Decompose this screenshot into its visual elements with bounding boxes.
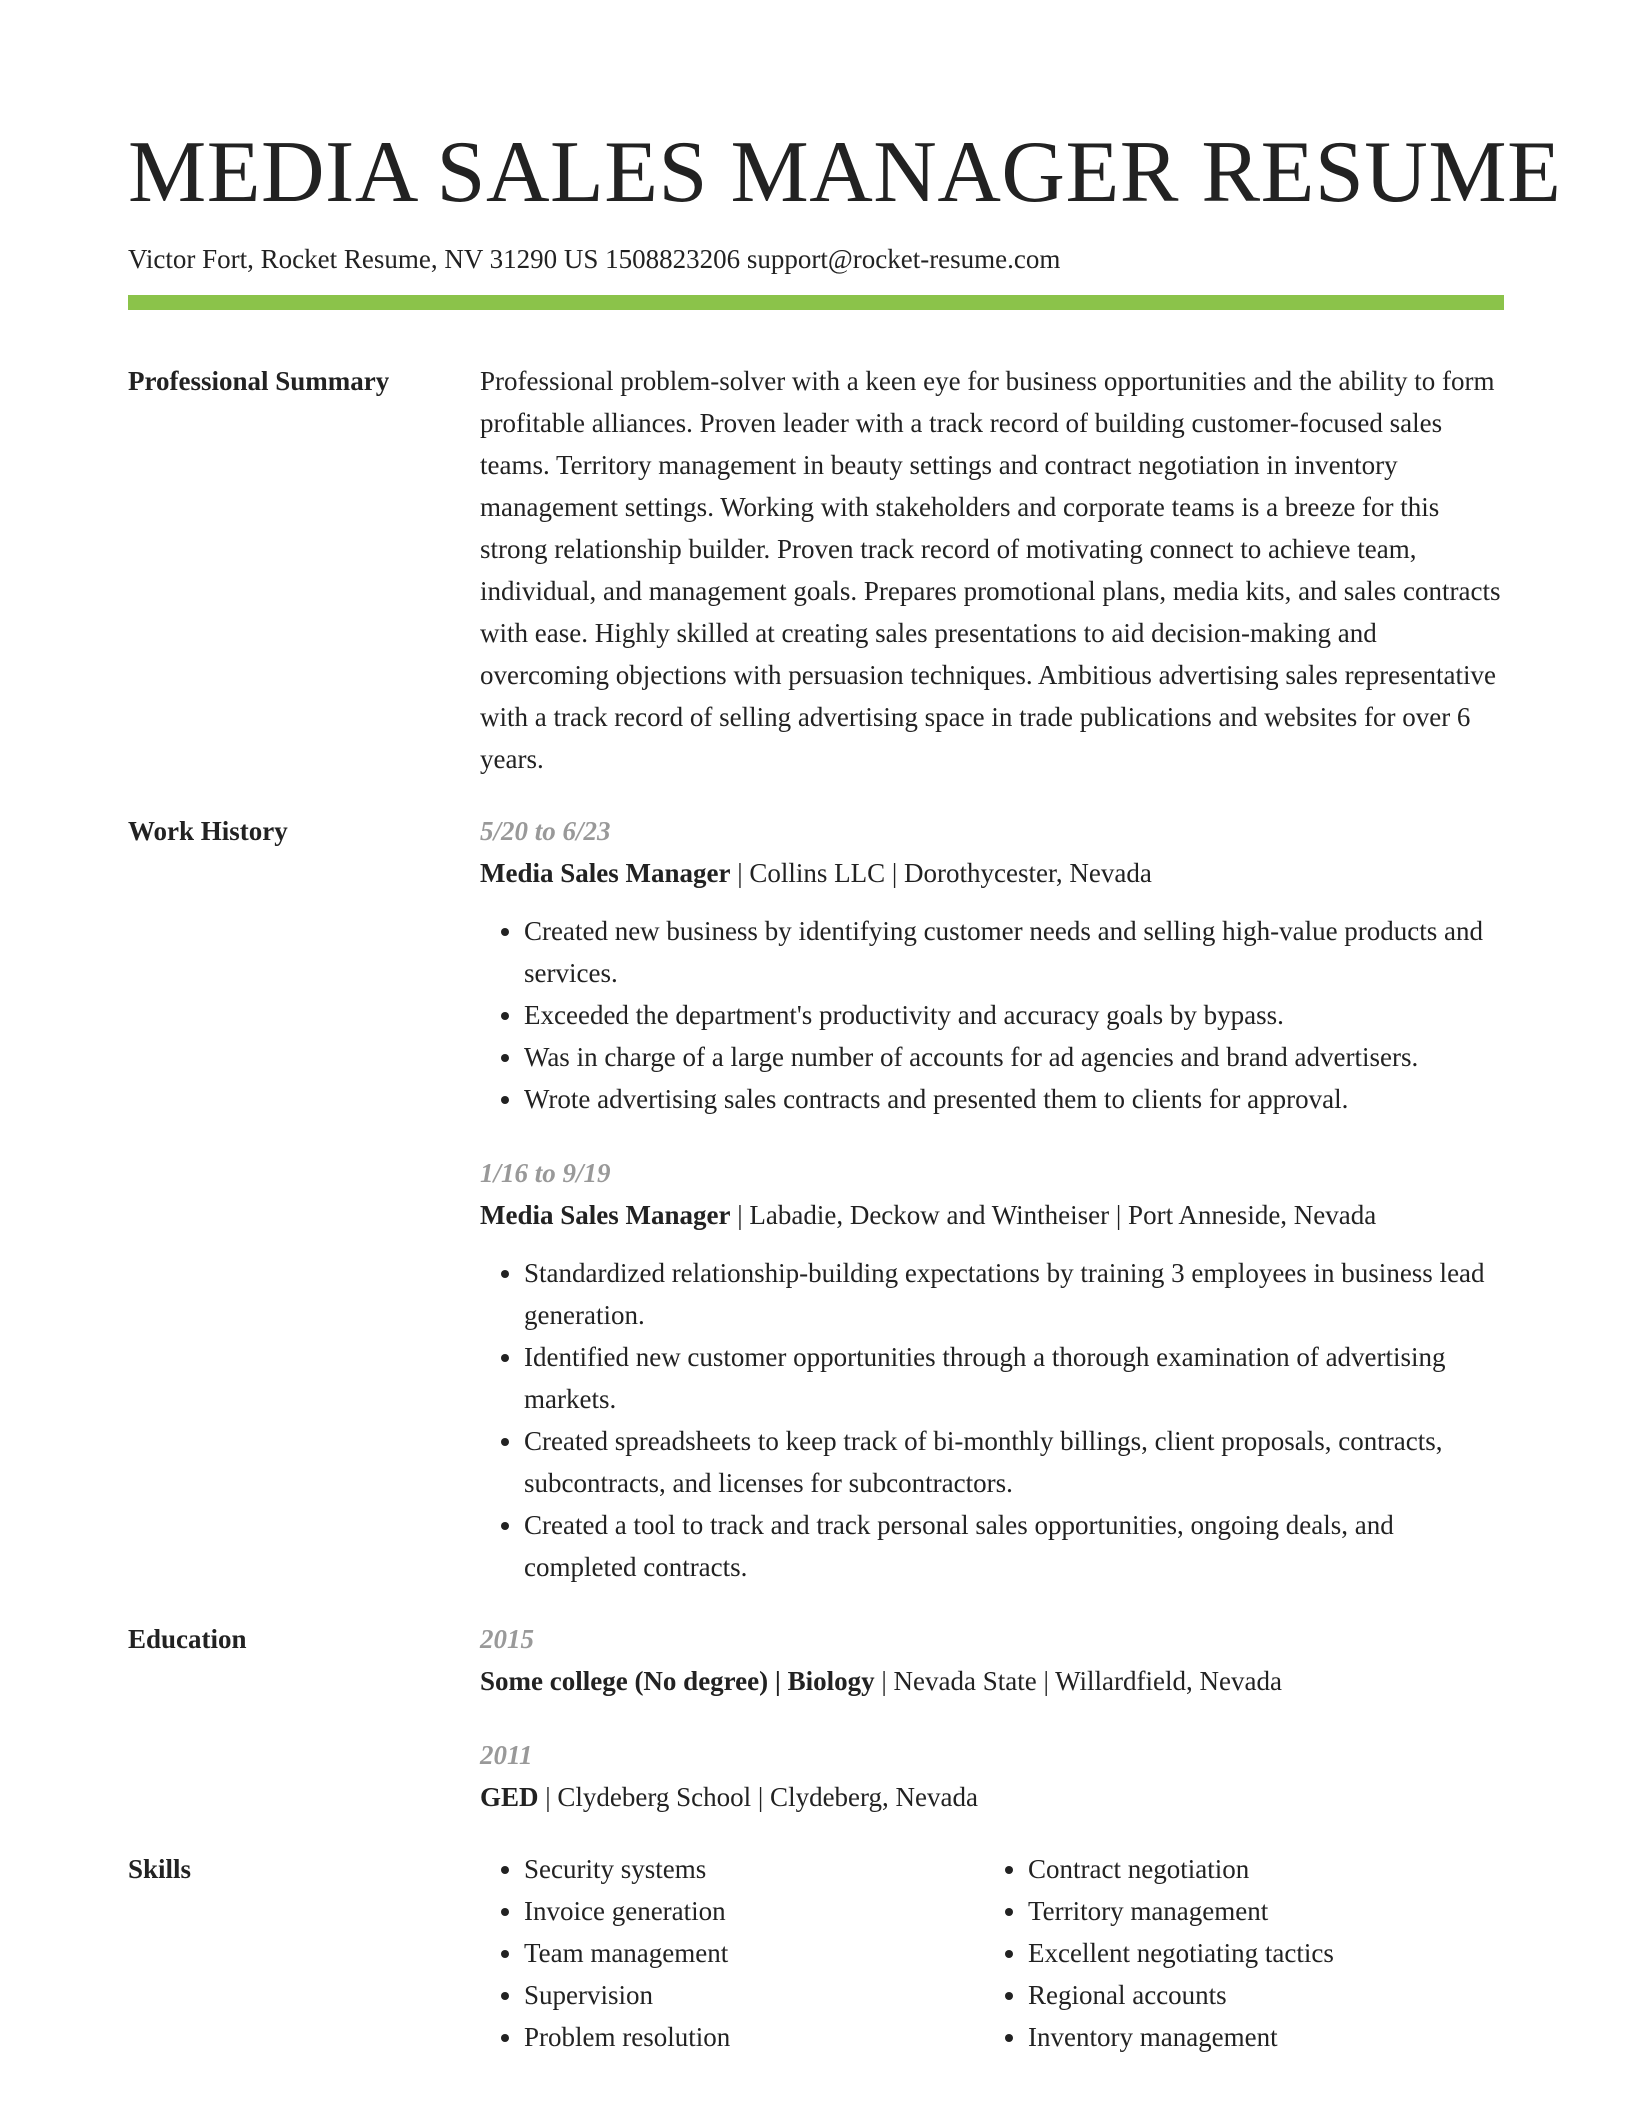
- skills-list-right: [984, 1848, 1488, 2058]
- job-bullet: • Created spreadsheets to keep track of bi-monthly billings, client proposals, contracts, subcontracts, and licenses for subcontractors.: [524, 1420, 1504, 1504]
- header-divider: [128, 295, 1504, 310]
- job-employer: | Collins LLC | Dorothycester, Nevada: [730, 858, 1152, 888]
- contact-name: Victor Fort,: [128, 244, 254, 274]
- job-title: Media Sales Manager: [480, 858, 731, 888]
- job-entry: [480, 810, 1504, 1120]
- skills-columns: [480, 1848, 1504, 2058]
- resume-page: [128, 0, 1562, 2058]
- job-bullet: • Exceeded the department's productivity and accuracy goals by bypass.: [524, 994, 1504, 1036]
- job-title: Media Sales Manager: [480, 1200, 731, 1230]
- skills-heading: Skills: [128, 1854, 192, 1884]
- education-year: 2011: [480, 1740, 533, 1770]
- job-bullets: [480, 1252, 1504, 1588]
- education-year: 2015: [480, 1624, 534, 1654]
- work-history-heading: Work History: [128, 816, 288, 846]
- job-bullet: • Created a tool to track and track personal sales opportunities, ongoing deals, and completed contracts.: [524, 1504, 1504, 1588]
- education-entry: [480, 1618, 1504, 1702]
- education-heading: Education: [128, 1624, 247, 1654]
- job-entry: [480, 1152, 1504, 1588]
- education-entry: [480, 1734, 1504, 1818]
- skill-item: • Security systems: [524, 1848, 984, 1890]
- education-school: | Clydeberg School | Clydeberg, Nevada: [538, 1782, 978, 1812]
- skill-item: • Regional accounts: [1028, 1974, 1488, 2016]
- education-degree: GED: [480, 1782, 539, 1812]
- skills-section: [128, 1848, 1504, 2058]
- job-dates: 1/16 to 9/19: [480, 1158, 611, 1188]
- summary-text: Professional problem-solver with a keen eye for business opportunities and the ability to form profitable alliances. Proven leader with a track record of building customer-focused sales teams. Territory management in beauty settings and contract negotiation in inventory management settings. Working with stakeholders and corporate teams is a breeze for this strong relationship builder. Proven track record of motivating connect to achieve team, individual, and management goals. Prepares promotional plans, media kits, and sales contracts with ease. Highly skilled at creating sales presentations to aid decision-making and overcoming objections with persuasion techniques. Ambitious advertising sales representative with a track record of selling advertising space in trade publications and websites for over 6 years.: [480, 366, 1501, 774]
- summary-heading: Professional Summary: [128, 366, 390, 396]
- job-bullet: • Created new business by identifying customer needs and selling high-value products and services.: [524, 910, 1504, 994]
- education-line: [480, 1660, 1504, 1702]
- education-school: | Nevada State | Willardfield, Nevada: [874, 1666, 1282, 1696]
- skill-item: • Territory management: [1028, 1890, 1488, 1932]
- job-employer: | Labadie, Deckow and Wintheiser | Port Anneside, Nevada: [730, 1200, 1377, 1230]
- summary-section: [128, 360, 1504, 780]
- work-history-section: [128, 810, 1504, 1588]
- education-degree: Some college (No degree) | Biology: [480, 1666, 875, 1696]
- education-line: [480, 1776, 1504, 1818]
- education-section: [128, 1618, 1504, 1818]
- skill-item: • Inventory management: [1028, 2016, 1488, 2058]
- skill-item: • Invoice generation: [524, 1890, 984, 1932]
- job-bullets: [480, 910, 1504, 1120]
- job-heading: [480, 852, 1504, 894]
- skills-list-left: [480, 1848, 984, 2058]
- job-bullet: • Wrote advertising sales contracts and presented them to clients for approval.: [524, 1078, 1504, 1120]
- skill-item: • Supervision: [524, 1974, 984, 2016]
- skill-item: • Contract negotiation: [1028, 1848, 1488, 1890]
- contact-line: [128, 240, 1504, 278]
- job-bullet: • Identified new customer opportunities through a thorough examination of advertising markets.: [524, 1336, 1504, 1420]
- contact-address: Rocket Resume, NV 31290 US: [260, 244, 599, 274]
- job-bullet: • Standardized relationship-building expectations by training 3 employees in business lead generation.: [524, 1252, 1504, 1336]
- job-heading: [480, 1194, 1504, 1236]
- contact-email: support@rocket-resume.com: [746, 244, 1061, 274]
- job-bullet: • Was in charge of a large number of accounts for ad agencies and brand advertisers.: [524, 1036, 1504, 1078]
- skill-item: • Problem resolution: [524, 2016, 984, 2058]
- skill-item: • Team management: [524, 1932, 984, 1974]
- job-dates: 5/20 to 6/23: [480, 816, 611, 846]
- contact-phone: 1508823206: [605, 244, 741, 274]
- resume-title: MEDIA SALES MANAGER RESUME: [128, 124, 1562, 221]
- skill-item: • Excellent negotiating tactics: [1028, 1932, 1488, 1974]
